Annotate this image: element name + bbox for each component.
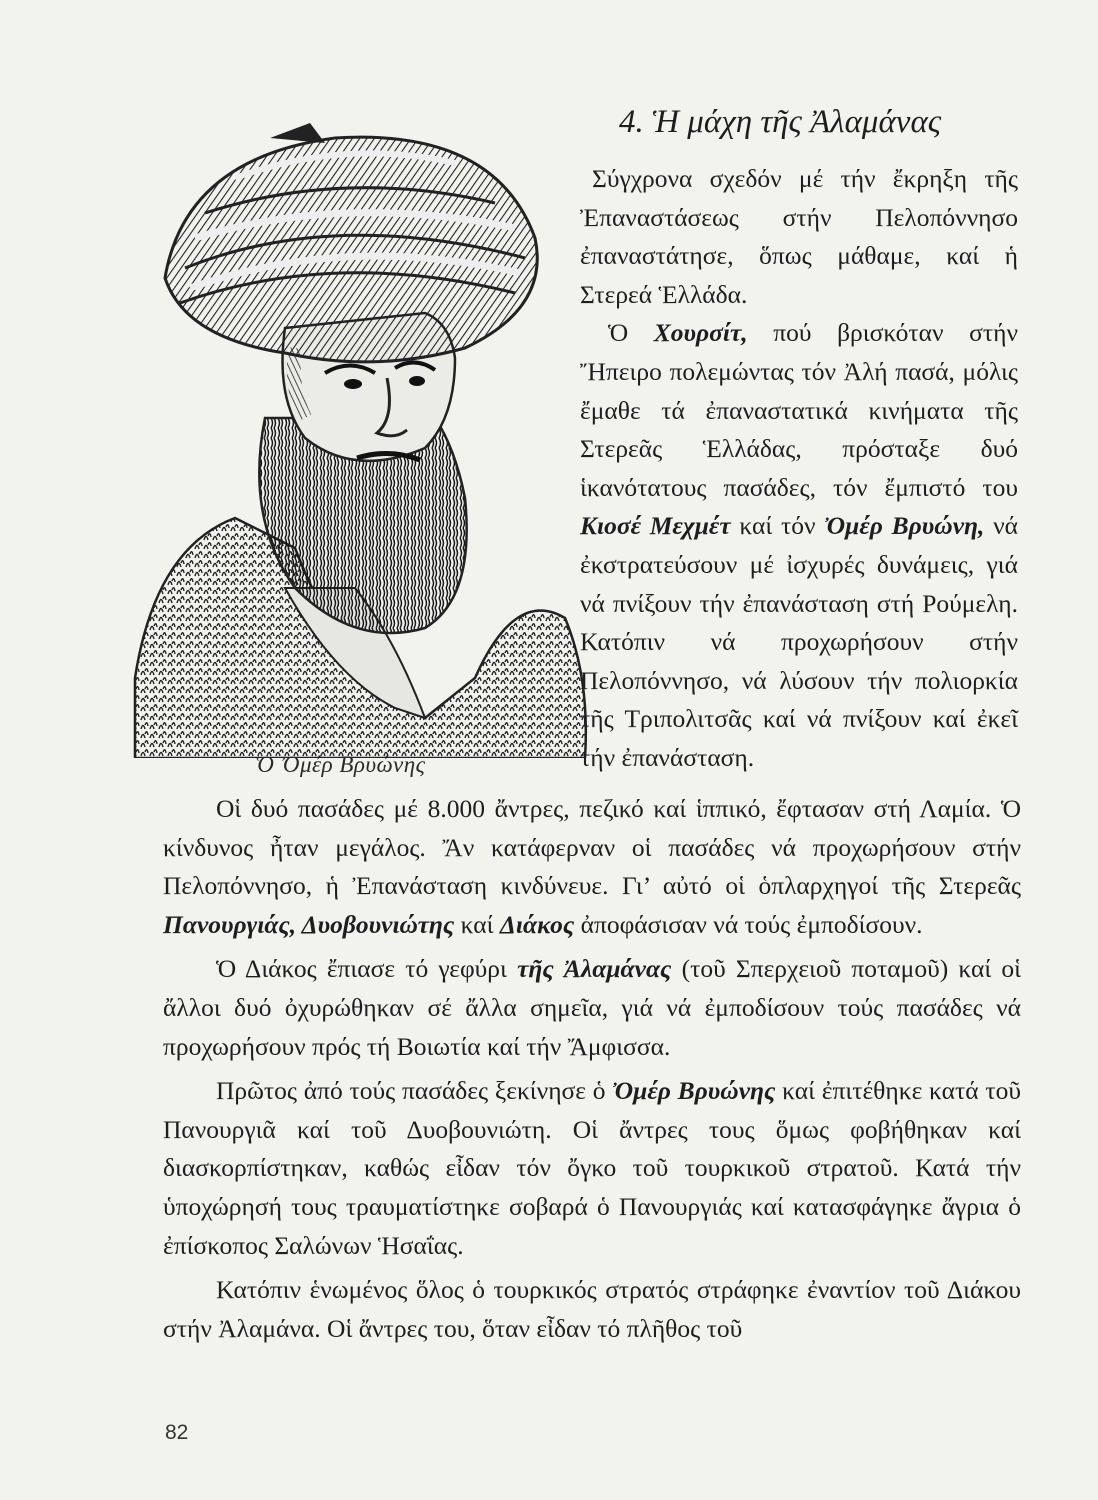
text-run: Ὁ Διάκος ἔπιασε τό γεφύρι bbox=[216, 954, 518, 984]
text-run: πού βρισκόταν στήν Ἤπειρο πολεμώντας τόν Ἀλή πασά, μόλις ἔμαθε τά ἐπαναστατικά κινήματα τῆς Στερεᾶς Ἑλλάδας, πρόσταξε δυό ἱκανότατους πασάδες, τόν ἔμπιστό του bbox=[580, 318, 1018, 502]
main-text-column bbox=[163, 790, 1021, 1354]
person-name: Ὀμέρ Βρυώνη, bbox=[824, 511, 985, 541]
text-run: Πρῶτος ἀπό τούς πασάδες ξεκίνησε ὁ bbox=[216, 1076, 613, 1106]
text-run: νά ἐκστρατεύσουν μέ ἰσχυρές δυνάμεις, γιά νά πνίξουν τήν ἐπανάσταση στή Ρούμελη. Κατόπιν νά προχωρήσουν στήν Πελοπόννησο, νά λύσουν τήν πολιορκία τῆς Τριπολιτσᾶς καί νά πνίξουν καί ἐκεῖ τήν ἐπανάσταση. bbox=[580, 511, 1019, 772]
paragraph bbox=[163, 790, 1021, 944]
text-run: καί bbox=[454, 909, 500, 939]
place-name: τῆς Ἀλαμάνας bbox=[517, 954, 672, 984]
text-run: καί τόν bbox=[730, 511, 825, 541]
person-name: Χουρσίτ, bbox=[653, 318, 748, 348]
person-name: Πανουργιάς, Δυοβουνιώτης bbox=[163, 909, 455, 939]
page-number: 82 bbox=[165, 1421, 189, 1444]
text-run: Ὁ bbox=[608, 318, 654, 348]
person-name: Διάκος bbox=[499, 909, 575, 939]
person-name: Κιοσέ Μεχμέτ bbox=[580, 511, 731, 541]
portrait-drawing bbox=[95, 118, 590, 758]
text-run: καί ἐπιτέθηκε κατά τοῦ Πανουργιᾶ καί τοῦ Δυοβουνιώτη. Οἱ ἄντρες τους ὅμως φοβήθηκαν καί διασκορπίστηκαν, καθώς εἶδαν τόν ὄγκο τοῦ τουρκικοῦ στρατοῦ. Κατά τήν ὑποχώρησή τους τραυματίστηκε σοβαρά ὁ Πανουργιάς καί κατασφάγηκε ἄγρια ὁ ἐπίσκοπος Σαλώνων Ἡσαΐας. bbox=[163, 1076, 1021, 1260]
paragraph bbox=[163, 950, 1021, 1066]
paragraph bbox=[580, 314, 1018, 777]
text-run: (τοῦ Σπερχειοῦ ποταμοῦ) καί οἱ ἄλλοι δυό ὀχυρώθηκαν σέ ἄλλα σημεῖα, γιά νά ἐμποδίσουν τούς πασάδες νά προχωρήσουν πρός τή Βοιωτία καί τήν Ἄμφισσα. bbox=[163, 954, 1021, 1061]
figure-caption: Ὁ Ὀμέρ Βρυώνης bbox=[255, 752, 426, 777]
text-run: Οἱ δυό πασάδες μέ 8.000 ἄντρες, πεζικό καί ἱππικό, ἔφτασαν στή Λαμία. Ὁ κίνδυνος ἦταν μεγάλος. Ἄν κατάφερναν οἱ πασάδες νά προχωρήσουν στήν Πελοπόννησο, ἡ Ἐπανάσταση κινδύνευε. Γι’ αὐτό οἱ ὁπλαρχηγοί τῆς Στερεᾶς bbox=[163, 794, 1021, 901]
paragraph: Σύγχρονα σχεδόν μέ τήν ἔκρηξη τῆς Ἐπαναστάσεως στήν Πελοπόννησο ἐπαναστάτησε, ὅπως μάθαμε, καί ἡ Στερεά Ἑλλάδα. bbox=[580, 164, 1018, 309]
text-run: ἀποφάσισαν νά τούς ἐμποδίσουν. bbox=[574, 909, 923, 939]
person-name: Ὀμέρ Βρυώνης bbox=[612, 1076, 776, 1106]
side-text-column bbox=[580, 160, 1018, 778]
portrait-illustration bbox=[95, 118, 590, 758]
section-title: 4. Ἡ μάχη τῆς Ἀλαμάνας bbox=[619, 104, 942, 140]
paragraph bbox=[163, 1072, 1021, 1265]
paragraph: Κατόπιν ἑνωμένος ὅλος ὁ τουρκικός στρατός στράφηκε ἐναντίον τοῦ Διάκου στήν Ἀλαμάνα. Οἱ ἄντρες του, ὅταν εἶδαν τό πλῆθος τοῦ bbox=[163, 1275, 1021, 1343]
